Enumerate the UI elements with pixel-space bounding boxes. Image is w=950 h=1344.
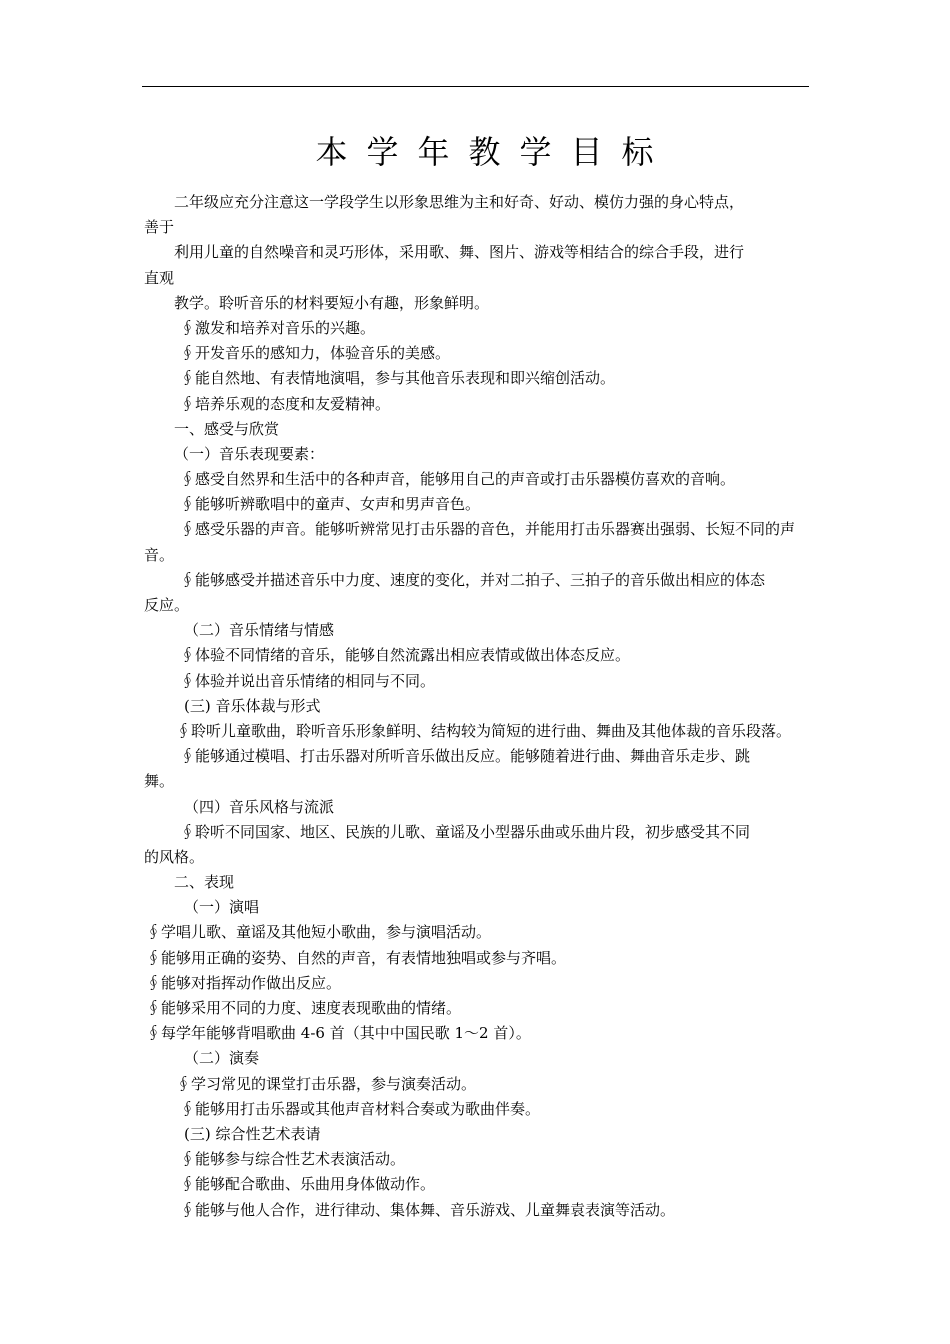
text-line: ∮体验不同情绪的音乐，能够自然流露出相应表情或做出体态反应。	[180, 646, 631, 665]
text-line: (三) 综合性艺术表请	[184, 1124, 321, 1143]
text-line: ∮感受乐器的声音。能够听辨常见打击乐器的音色，并能用打击乐器赛出强弱、长短不同的声	[180, 520, 796, 539]
text-line: （一）演唱	[184, 898, 260, 917]
text-line: 善于	[144, 218, 175, 237]
text-line: ∮学唱儿歌、童谣及其他短小歌曲，参与演唱活动。	[146, 923, 492, 942]
text-line: ∮能够采用不同的力度、速度表现歌曲的情绪。	[146, 999, 462, 1017]
text-line: ∮感受自然界和生活中的各种声音，能够用自己的声音或打击乐器模仿喜欢的音响。	[180, 470, 736, 489]
text-line: ∮能够通过模唱、打击乐器对所听音乐做出反应。能够随着进行曲、舞曲音乐走步、跳	[180, 747, 751, 766]
text-line: ∮能够感受并描述音乐中力度、速度的变化，并对二拍子、三拍子的音乐做出相应的体态	[180, 570, 766, 589]
text-line: 反应。	[144, 596, 190, 614]
text-line: 利用儿童的自然噪音和灵巧形体，采用歌、舞、图片、游戏等相结合的综合手段，进行	[174, 243, 745, 262]
text-line: 舞。	[144, 772, 175, 791]
text-line: ∮能够听辨歌唱中的童声、女声和男声音色。	[180, 495, 481, 514]
text-line: ∮能够配合歌曲、乐曲用身体做动作。	[180, 1175, 436, 1194]
page-title: 本学年教学目标	[315, 133, 673, 171]
text-line: ∮培养乐观的态度和友爱精神。	[180, 394, 391, 413]
text-line: ∮聆听儿童歌曲，聆听音乐形象鲜明、结构较为简短的进行曲、舞曲及其他体裁的音乐段落。	[176, 721, 792, 740]
text-line: （二）音乐情绪与情感	[184, 621, 335, 640]
text-line: ∮能够用打击乐器或其他声音材料合奏或为歌曲伴奏。	[180, 1099, 541, 1118]
text-line: ∮开发音乐的感知力，体验音乐的美感。	[180, 344, 451, 363]
text-line: （二）演奏	[184, 1049, 260, 1068]
text-line: 一、感受与欣赏	[174, 419, 280, 438]
text-line: ∮学习常见的课堂打击乐器，参与演奏活动。	[176, 1074, 477, 1093]
text-line: 的风格。	[144, 847, 205, 866]
text-line: 二、表现	[174, 873, 235, 892]
text-line: （四）音乐风格与流派	[184, 797, 335, 816]
text-line: （一）音乐表现要素：	[174, 444, 325, 463]
text-line: ∮能够用正确的姿势、自然的声音，有表情地独唱或参与齐唱。	[146, 948, 567, 967]
text-line: 音。	[144, 545, 175, 564]
text-line: ∮体验并说出音乐情绪的相同与不同。	[180, 671, 436, 690]
header-rule	[142, 86, 809, 87]
text-line: ∮每学年能够背唱歌曲 4-6 首（其中中国民歌 1～2 首）。	[146, 1024, 531, 1043]
document-body	[144, 190, 844, 1223]
text-line: ∮能自然地、有表情地演唱，参与其他音乐表现和即兴缩创活动。	[180, 369, 616, 388]
text-line: 直观	[144, 268, 175, 287]
text-line: ∮能够与他人合作，进行律动、集体舞、音乐游戏、儿童舞袁表演等活动。	[180, 1200, 676, 1219]
text-line: ∮能够对指挥动作做出反应。	[146, 973, 342, 992]
text-line: (三) 音乐体裁与形式	[184, 696, 321, 715]
text-line: ∮聆听不同国家、地区、民族的儿歌、童谣及小型器乐曲或乐曲片段，初步感受其不同	[180, 822, 751, 841]
text-line: 二年级应充分注意这一学段学生以形象思维为主和好奇、好动、模仿力强的身心特点，	[174, 193, 745, 211]
text-line: 教学。聆听音乐的材料要短小有趣，形象鲜明。	[174, 293, 490, 312]
text-line: ∮激发和培养对音乐的兴趣。	[180, 318, 376, 337]
text-line: ∮能够参与综合性艺术表演活动。	[180, 1150, 406, 1169]
